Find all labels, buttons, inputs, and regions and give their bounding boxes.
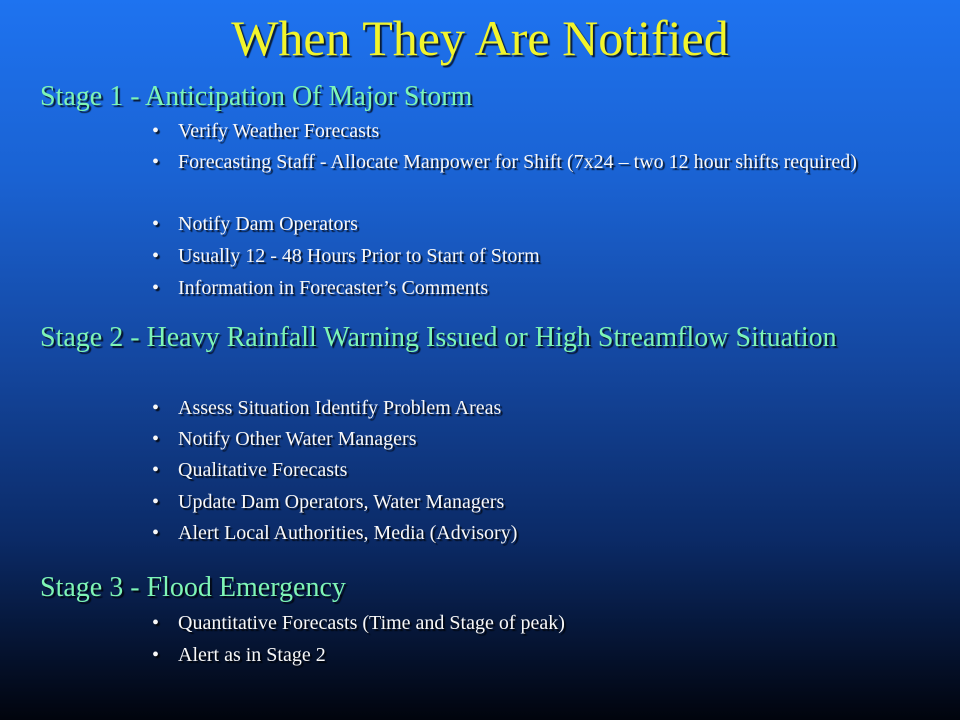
stage-1-item — [150, 241, 910, 272]
bullet-icon: • — [152, 459, 160, 481]
stage-2-item-text: Notify Other Water Managers — [178, 428, 417, 450]
stage-2-item — [150, 455, 910, 486]
stage-1-item — [150, 147, 910, 178]
bullet-icon: • — [152, 245, 160, 267]
stage-2-item-text: Assess Situation Identify Problem Areas — [178, 397, 502, 419]
stage-1-item-text: Forecasting Staff - Allocate Manpower for Shift (7x24 – two 12 hour shifts required) — [178, 151, 857, 173]
stage-2-heading: Stage 2 - Heavy Rainfall Warning Issued or High Streamflow Situation — [40, 322, 837, 353]
stage-2-item-text: Alert Local Authorities, Media (Advisory) — [178, 522, 518, 544]
stage-2-item — [150, 393, 910, 424]
stage-3-item — [150, 608, 910, 639]
slide-title: When They Are Notified — [231, 10, 729, 66]
bullet-icon: • — [152, 491, 160, 513]
stage-2-item — [150, 424, 910, 455]
bullet-icon: • — [152, 277, 160, 299]
stage-1-item-text: Verify Weather Forecasts — [178, 120, 380, 142]
stage-1-item-text: Notify Dam Operators — [178, 213, 358, 235]
stage-1-item — [150, 209, 910, 240]
stage-1-item — [150, 116, 910, 147]
stage-2-item-text: Update Dam Operators, Water Managers — [178, 491, 505, 513]
bullet-icon: • — [152, 397, 160, 419]
stage-2-item — [150, 518, 910, 549]
stage-1-item-text: Usually 12 - 48 Hours Prior to Start of Storm — [178, 245, 540, 267]
bullet-icon: • — [152, 120, 160, 142]
stage-1-item — [150, 273, 910, 304]
bullet-icon: • — [152, 644, 160, 666]
stage-3-heading: Stage 3 - Flood Emergency — [40, 572, 346, 603]
stage-3-item — [150, 640, 910, 671]
bullet-icon: • — [152, 428, 160, 450]
stage-2-item — [150, 487, 910, 518]
stage-1-heading: Stage 1 - Anticipation Of Major Storm — [40, 81, 473, 112]
stage-1-item-text: Information in Forecaster’s Comments — [178, 277, 489, 299]
bullet-icon: • — [152, 213, 160, 235]
bullet-icon: • — [152, 522, 160, 544]
stage-3-item-text: Alert as in Stage 2 — [178, 644, 326, 666]
stage-2-item-text: Qualitative Forecasts — [178, 459, 348, 481]
stage-3-item-text: Quantitative Forecasts (Time and Stage of peak) — [178, 612, 565, 634]
bullet-icon: • — [152, 612, 160, 634]
bullet-icon: • — [152, 151, 160, 173]
